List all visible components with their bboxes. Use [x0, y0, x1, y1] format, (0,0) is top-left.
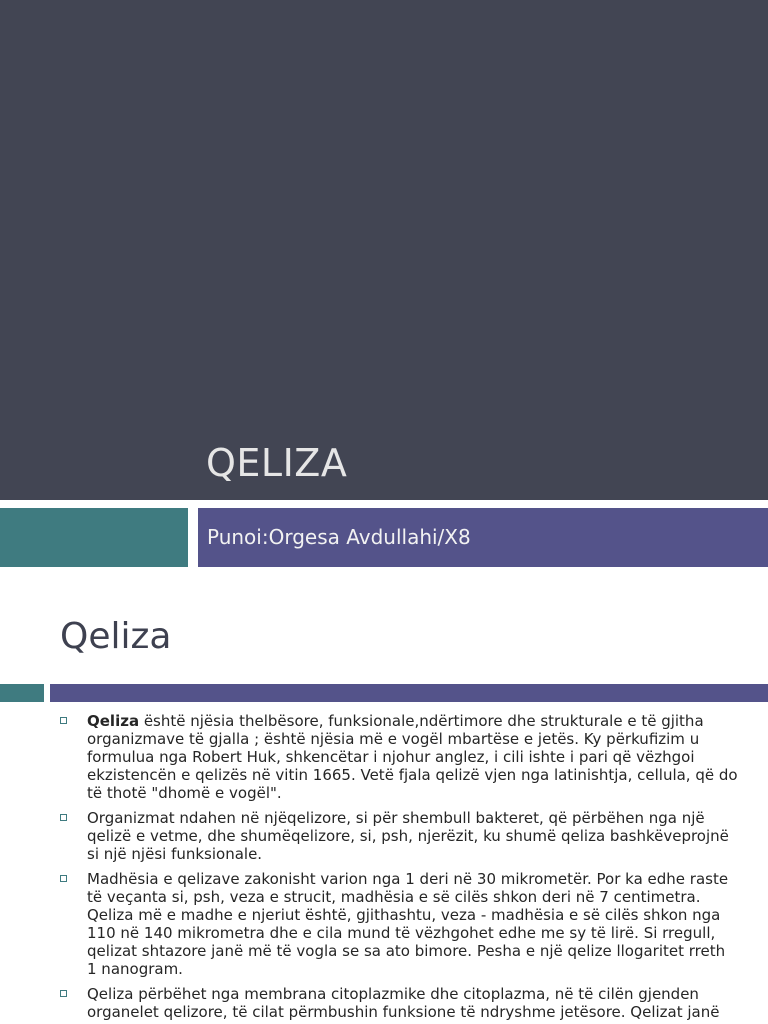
bullet-text: Organizmat ndahen në njëqelizore, si për shembull bakteret, që përbëhen nga një qelizë e vetme, dhe shumëqelizore, si, psh, njerëzit, ku shumë qeliza bashkëveprojnë si një njësi funksionale. [87, 809, 729, 863]
bullet-item [58, 870, 738, 978]
hollow-square-icon [60, 814, 67, 821]
bullet-text: është njësia thelbësore, funksionale,ndërtimore dhe strukturale e të gjitha organizmave të gjalla ; është njësia më e vogël mbartëse e jetës. Ky përkufizim u formulua nga Robert Huk, shkencëtar i njohur anglez, i cili ishte i pari që vëzhgoi ekzistencën e qelizës në vitin 1665. Vetë fjala qelizë vjen nga latinishtja, cellula, që do të thotë "dhomë e vogël". [87, 712, 738, 802]
hollow-square-icon [60, 717, 67, 724]
content-slide [0, 568, 768, 1024]
title-slide-teal-accent [0, 508, 188, 567]
title-slide-heading: QELIZA [206, 441, 348, 485]
bullet-list [58, 712, 738, 1024]
title-slide-background [0, 0, 768, 500]
bullet-text: Qeliza përbëhet nga membrana citoplazmike dhe citoplazma, në të cilën gjenden organelet qelizore, të cilat përmbushin funksione të ndryshme jetësore. Qelizat janë [87, 985, 720, 1021]
bullet-text: Madhësia e qelizave zakonisht varion nga 1 deri në 30 mikrometër. Por ka edhe raste të veçanta si, psh, veza e strucit, madhësia e së cilës shkon deri në 7 centimetra. Qeliza më e madhe e njeriut është, gjithashtu, veza - madhësia e së cilës shkon nga 110 në 140 mikrometra dhe e cila mund të vëzhgohet edhe me sy të lirë. Si rregull, qelizat shtazore janë më të vogla se sa ato bimore. Pesha e një qelize llogaritet rreth 1 nanogram. [87, 870, 729, 978]
title-slide-subtitle: Punoi:Orgesa Avdullahi/X8 [207, 525, 471, 549]
content-slide-heading: Qeliza [60, 616, 172, 657]
content-slide-teal-accent [0, 684, 44, 702]
content-slide-purple-band [50, 684, 768, 702]
bullet-term: Qeliza [87, 712, 140, 730]
hollow-square-icon [60, 990, 67, 997]
bullet-item [58, 985, 738, 1021]
bullet-item [58, 809, 738, 863]
hollow-square-icon [60, 875, 67, 882]
bullet-item [58, 712, 738, 802]
title-slide-subtitle-band [198, 508, 768, 567]
